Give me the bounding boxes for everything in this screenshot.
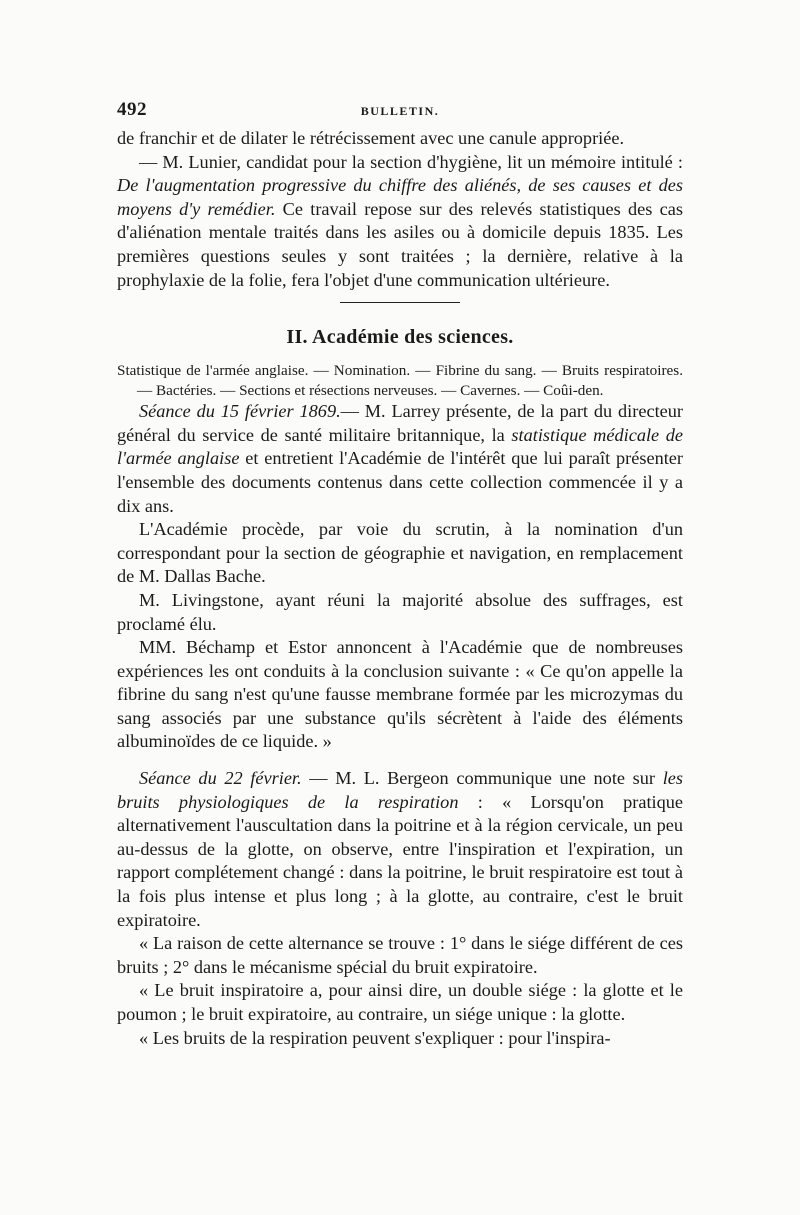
session1-p1-text-b: et entretient l'Académie de l'intérêt que lui paraît présenter l'ensemble des documents contenus dans cette collection commencée il y a dix ans. (117, 448, 683, 516)
bruits-title: les bruits physiologiques de la respiration (117, 768, 683, 812)
session2-p1-text-b: : « Lorsqu'on pratique alternativement l'auscultation dans la poitrine et à la région cervicale, un peu au-dessus de la glotte, on observe, entre l'inspiration et l'expiration, un rapport complétement changé : dans la poitrine, le bruit respiratoire est tout à la fois plus intense et plus long ; à la glotte, au contraire, c'est le bruit expiratoire. (117, 791, 684, 930)
intro-p2-lead: — M. Lunier, candidat pour la section d'hygiène, lit un mémoire intitulé : (139, 151, 683, 172)
session2-date: Séance du 22 février. (139, 768, 302, 789)
intro-paragraph-2 (117, 151, 683, 293)
session2-paragraph-4: « Les bruits de la respiration peuvent s'expliquer : pour l'inspira- (139, 1027, 611, 1048)
page-header (117, 99, 683, 127)
session1-paragraph-3: M. Livingstone, ayant réuni la majorité absolue des suffrages, est proclamé élu. (117, 589, 683, 634)
session2-paragraph-3: « Le bruit inspiratoire a, pour ainsi dire, un double siége : la glotte et le poumon ; le bruit expiratoire, au contraire, un siége unique : la glotte. (117, 980, 683, 1024)
section-title: II. Académie des sciences. (286, 326, 514, 349)
section-divider (340, 302, 460, 303)
session-gap (117, 754, 683, 767)
intro-p2-rest: Ce travail repose sur des relevés statistiques des cas d'aliénation mentale traités dans les asiles ou à domicile depuis 1835. Les premières questions seules y sont traitées ; la dernière, relative à la prophylaxie de la folie, fera l'objet d'une communication ultérieure. (117, 198, 683, 290)
statistique-title: statistique médicale de l'armée anglaise (117, 424, 684, 469)
section-summary: Statistique de l'armée anglaise. — Nomination. — Fibrine du sang. — Bruits respiratoires. — Bactéries. — Sections et résections nerveuses. — Cavernes. — Coûi-den. (117, 362, 683, 399)
session1-p1-text-a: — M. Larrey présente, de la part du directeur général du service de santé militaire britannique, la (117, 401, 683, 445)
session2-paragraph-1 (117, 767, 683, 932)
intro-paragraph-1: de franchir et de dilater le rétrécissement avec une canule appropriée. (117, 128, 625, 148)
session1-paragraph-2: L'Académie procède, par voie du scrutin, à la nomination d'un correspondant pour la section de géographie et navigation, en remplacement de M. Dallas Bache. (117, 519, 683, 587)
session1-paragraph-4: MM. Béchamp et Estor annoncent à l'Académie que de nombreuses expériences les ont conduits à la conclusion suivante : « Ce qu'on appelle la fibrine du sang n'est qu'une fausse membrane formée par les microzymas du sang associés par une substance qu'ils sécrètent à l'aide des éléments albuminoïdes de ce liquide. » (117, 637, 683, 752)
page-body (117, 127, 683, 1050)
session1-date: Séance du 15 février 1869. (139, 401, 341, 422)
session2-p1-text-a: — M. L. Bergeon communique une note sur (301, 768, 663, 789)
session2-paragraph-2: « La raison de cette alternance se trouve : 1° dans le siége différent de ces bruits ; 2° dans le mécanisme spécial du bruit expiratoire. (117, 933, 683, 977)
session1-paragraph-1 (117, 400, 683, 518)
page-number: 492 (117, 99, 147, 120)
running-title: BULLETIN. (360, 104, 440, 118)
memoir-title: De l'augmentation progressive du chiffre des aliénés, de ses causes et des moyens d'y remédier. (117, 175, 683, 219)
